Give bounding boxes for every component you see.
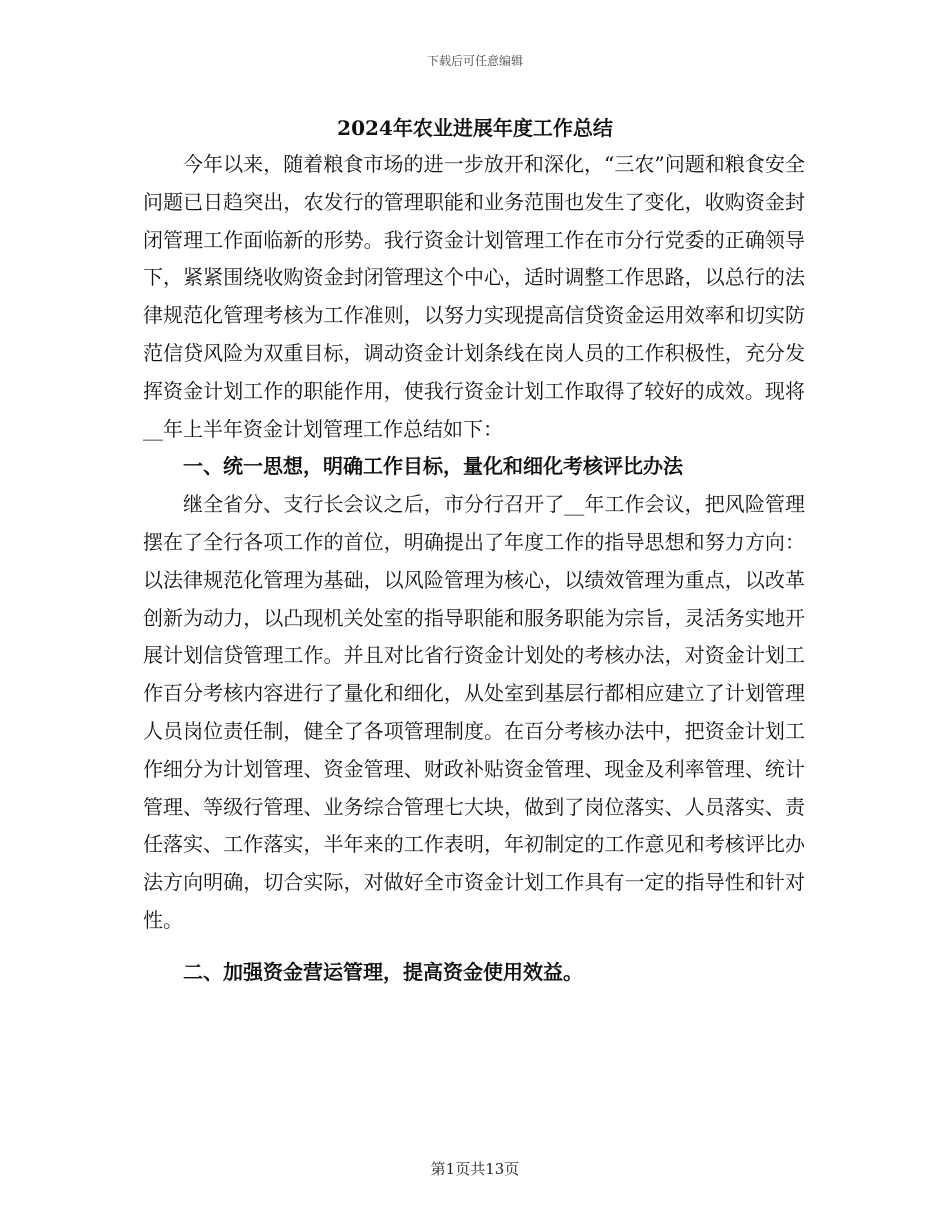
section-1-heading: 一、统一思想，明确工作目标，量化和细化考核评比办法 (183, 454, 683, 479)
header-note: 下载后可任意编辑 (426, 54, 523, 68)
section-1-paragraph: 继全省分、支行长会议之后，市分行召开了__年工作会议，把风险管理摆在了全行各项工作的首位，明确提出了年度工作的指导思想和努力方向：以法律规范化管理为基础，以风险管理为核心，以绩效管理为重点，以改革创新为动力，以凸现机关处室的指导职能和服务职能为宗旨，灵活务实地开展计划信贷管理工作。并且对比省行资金计划处的考核办法，对资金计划工作百分考核内容进行了量化和细化，从处室到基层行都相应建立了计划管理人员岗位责任制，健全了各项管理制度。在百分考核办法中，把资金计划工作细分为计划管理、资金管理、财政补贴资金管理、现金及利率管理、统计管理、等级行管理、业务综合管理七大块，做到了岗位落实、人员落实、责任落实、工作落实，半年来的工作表明，年初制定的工作意见和考核评比办法方向明确，切合实际，对做好全市资金计划工作具有一定的指导性和针对性。 (143, 492, 805, 932)
intro-paragraph: 今年以来，随着粮食市场的进一步放开和深化，“三农”问题和粮食安全问题已日趋突出，农发行的管理职能和业务范围也发生了变化，收购资金封闭管理工作面临新的形势。我行资金计划管理工作在市分行党委的正确领导下，紧紧围绕收购资金封闭管理这个中心，适时调整工作思路，以总行的法律规范化管理考核为工作准则，以努力实现提高信贷资金运用效率和切实防范信贷风险为双重目标，调动资金计划条线在岗人员的工作积极性，充分发挥资金计划工作的职能作用，使我行资金计划工作取得了较好的成效。现将__年上半年资金计划管理工作总结如下： (143, 152, 805, 441)
document-title: 2024年农业进展年度工作总结 (337, 116, 613, 140)
page-number-footer: 第1页共13页 (430, 1160, 520, 1178)
section-2-heading: 二、加强资金营运管理，提高资金使用效益。 (183, 959, 583, 984)
document-body (143, 146, 805, 992)
